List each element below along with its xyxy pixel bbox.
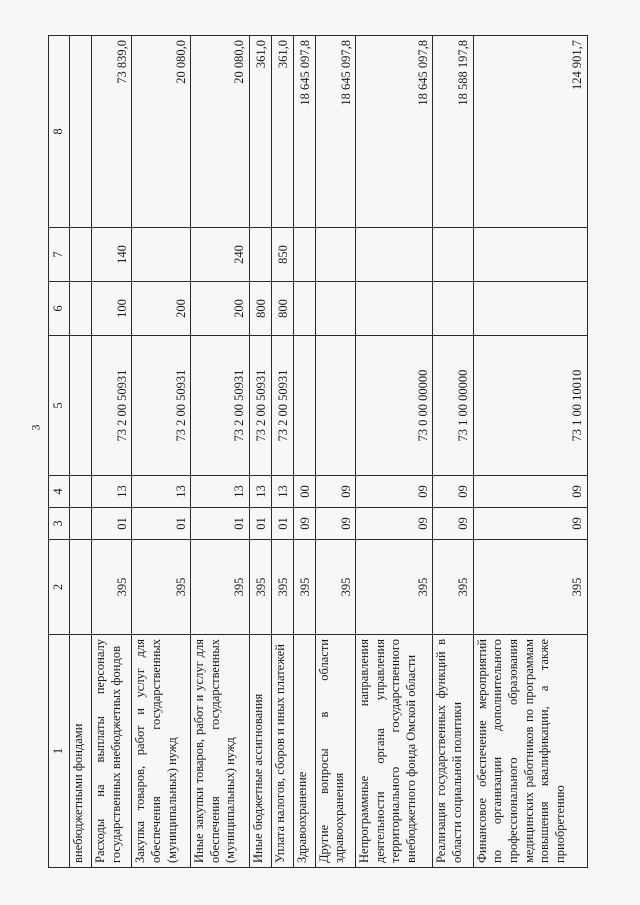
amount-cell: 124 901,7 xyxy=(473,36,587,228)
admin-code-cell: 395 xyxy=(293,540,315,635)
column-header: 4 xyxy=(49,476,70,508)
expense-subtype-cell xyxy=(70,228,92,282)
section-cell: 01 xyxy=(91,508,131,540)
subsection-cell xyxy=(70,476,92,508)
expense-type-cell xyxy=(293,282,315,336)
table-row xyxy=(132,36,191,868)
page-number: 3 xyxy=(28,424,43,431)
admin-code-cell: 395 xyxy=(356,540,433,635)
target-article-cell xyxy=(70,336,92,476)
admin-code-cell xyxy=(70,540,92,635)
target-article-cell xyxy=(315,336,355,476)
target-article-cell: 73 2 00 50931 xyxy=(132,336,191,476)
expense-subtype-cell: 850 xyxy=(271,228,293,282)
target-article-cell: 73 2 00 50931 xyxy=(191,336,250,476)
section-cell: 01 xyxy=(249,508,271,540)
subsection-cell: 13 xyxy=(249,476,271,508)
budget-table xyxy=(48,35,588,868)
expense-type-cell: 100 xyxy=(91,282,131,336)
amount-cell: 20 080,0 xyxy=(191,36,250,228)
table-row xyxy=(70,36,92,868)
expense-type-cell xyxy=(70,282,92,336)
section-cell: 09 xyxy=(293,508,315,540)
section-cell: 09 xyxy=(315,508,355,540)
section-cell: 09 xyxy=(473,508,587,540)
expense-subtype-cell xyxy=(315,228,355,282)
column-header: 8 xyxy=(49,36,70,228)
amount-cell: 18 645 097,8 xyxy=(315,36,355,228)
amount-cell: 20 080,0 xyxy=(132,36,191,228)
expense-subtype-cell xyxy=(433,228,473,282)
target-article-cell: 73 2 00 50931 xyxy=(91,336,131,476)
admin-code-cell: 395 xyxy=(132,540,191,635)
expense-subtype-cell xyxy=(356,228,433,282)
column-header: 7 xyxy=(49,228,70,282)
subsection-cell: 09 xyxy=(356,476,433,508)
expense-subtype-cell xyxy=(132,228,191,282)
section-cell: 01 xyxy=(191,508,250,540)
expense-type-cell xyxy=(433,282,473,336)
row-name-cell: Финансовое обеспечение мероприятий по организации дополнительного профессионального образования медицинских работников по программам повышения квалификации, а также приобретению xyxy=(473,635,587,868)
amount-cell: 18 645 097,8 xyxy=(293,36,315,228)
table-header-row xyxy=(49,36,70,868)
expense-subtype-cell xyxy=(249,228,271,282)
expense-subtype-cell: 240 xyxy=(191,228,250,282)
admin-code-cell: 395 xyxy=(249,540,271,635)
target-article-cell: 73 2 00 50931 xyxy=(271,336,293,476)
section-cell: 09 xyxy=(433,508,473,540)
column-header: 2 xyxy=(49,540,70,635)
expense-type-cell: 200 xyxy=(191,282,250,336)
subsection-cell: 13 xyxy=(132,476,191,508)
table-row xyxy=(293,36,315,868)
expense-type-cell xyxy=(356,282,433,336)
amount-cell: 73 839,0 xyxy=(91,36,131,228)
row-name-cell: Закупка товаров, работ и услуг для обеспечения государственных (муниципальных) нужд xyxy=(132,635,191,868)
admin-code-cell: 395 xyxy=(91,540,131,635)
subsection-cell: 09 xyxy=(315,476,355,508)
table-row xyxy=(271,36,293,868)
section-cell: 01 xyxy=(271,508,293,540)
row-name-cell: Реализация государственных функций в области социальной политики xyxy=(433,635,473,868)
target-article-cell xyxy=(293,336,315,476)
table-row xyxy=(433,36,473,868)
row-name-cell: Здравоохранение xyxy=(293,635,315,868)
target-article-cell: 73 0 00 00000 xyxy=(356,336,433,476)
expense-type-cell xyxy=(473,282,587,336)
table-row xyxy=(356,36,433,868)
amount-cell: 18 645 097,8 xyxy=(356,36,433,228)
subsection-cell: 09 xyxy=(473,476,587,508)
expense-type-cell: 800 xyxy=(271,282,293,336)
rotated-table-wrapper xyxy=(48,36,588,868)
subsection-cell: 09 xyxy=(433,476,473,508)
target-article-cell: 73 1 00 10010 xyxy=(473,336,587,476)
subsection-cell: 13 xyxy=(91,476,131,508)
expense-subtype-cell xyxy=(473,228,587,282)
subsection-cell: 13 xyxy=(191,476,250,508)
admin-code-cell: 395 xyxy=(473,540,587,635)
admin-code-cell: 395 xyxy=(433,540,473,635)
row-name-cell: Расходы на выплаты персоналу государственных внебюджетных фондов xyxy=(91,635,131,868)
table-row xyxy=(315,36,355,868)
target-article-cell: 73 1 00 00000 xyxy=(433,336,473,476)
subsection-cell: 00 xyxy=(293,476,315,508)
row-name-cell: Уплата налогов, сборов и иных платежей xyxy=(271,635,293,868)
row-name-cell: Иные бюджетные ассигнования xyxy=(249,635,271,868)
expense-type-cell xyxy=(315,282,355,336)
admin-code-cell: 395 xyxy=(315,540,355,635)
amount-cell: 18 588 197,8 xyxy=(433,36,473,228)
expense-subtype-cell: 140 xyxy=(91,228,131,282)
expense-subtype-cell xyxy=(293,228,315,282)
section-cell: 01 xyxy=(132,508,191,540)
column-header: 5 xyxy=(49,336,70,476)
table-row xyxy=(191,36,250,868)
admin-code-cell: 395 xyxy=(271,540,293,635)
section-cell: 09 xyxy=(356,508,433,540)
column-header: 6 xyxy=(49,282,70,336)
row-name-cell: внебюджетными фондами xyxy=(70,635,92,868)
subsection-cell: 13 xyxy=(271,476,293,508)
column-header: 1 xyxy=(49,635,70,868)
target-article-cell: 73 2 00 50931 xyxy=(249,336,271,476)
row-name-cell: Другие вопросы в области здравоохранения xyxy=(315,635,355,868)
amount-cell xyxy=(70,36,92,228)
expense-type-cell: 200 xyxy=(132,282,191,336)
column-header: 3 xyxy=(49,508,70,540)
row-name-cell: Непрограммные направления деятельности органа управления территориального государственного внебюджетного фонда Омской области xyxy=(356,635,433,868)
amount-cell: 361,0 xyxy=(249,36,271,228)
row-name-cell: Иные закупки товаров, работ и услуг для обеспечения государственных (муниципальных) нужд xyxy=(191,635,250,868)
table-row xyxy=(91,36,131,868)
table-row xyxy=(249,36,271,868)
amount-cell: 361,0 xyxy=(271,36,293,228)
expense-type-cell: 800 xyxy=(249,282,271,336)
table-row xyxy=(473,36,587,868)
section-cell xyxy=(70,508,92,540)
admin-code-cell: 395 xyxy=(191,540,250,635)
